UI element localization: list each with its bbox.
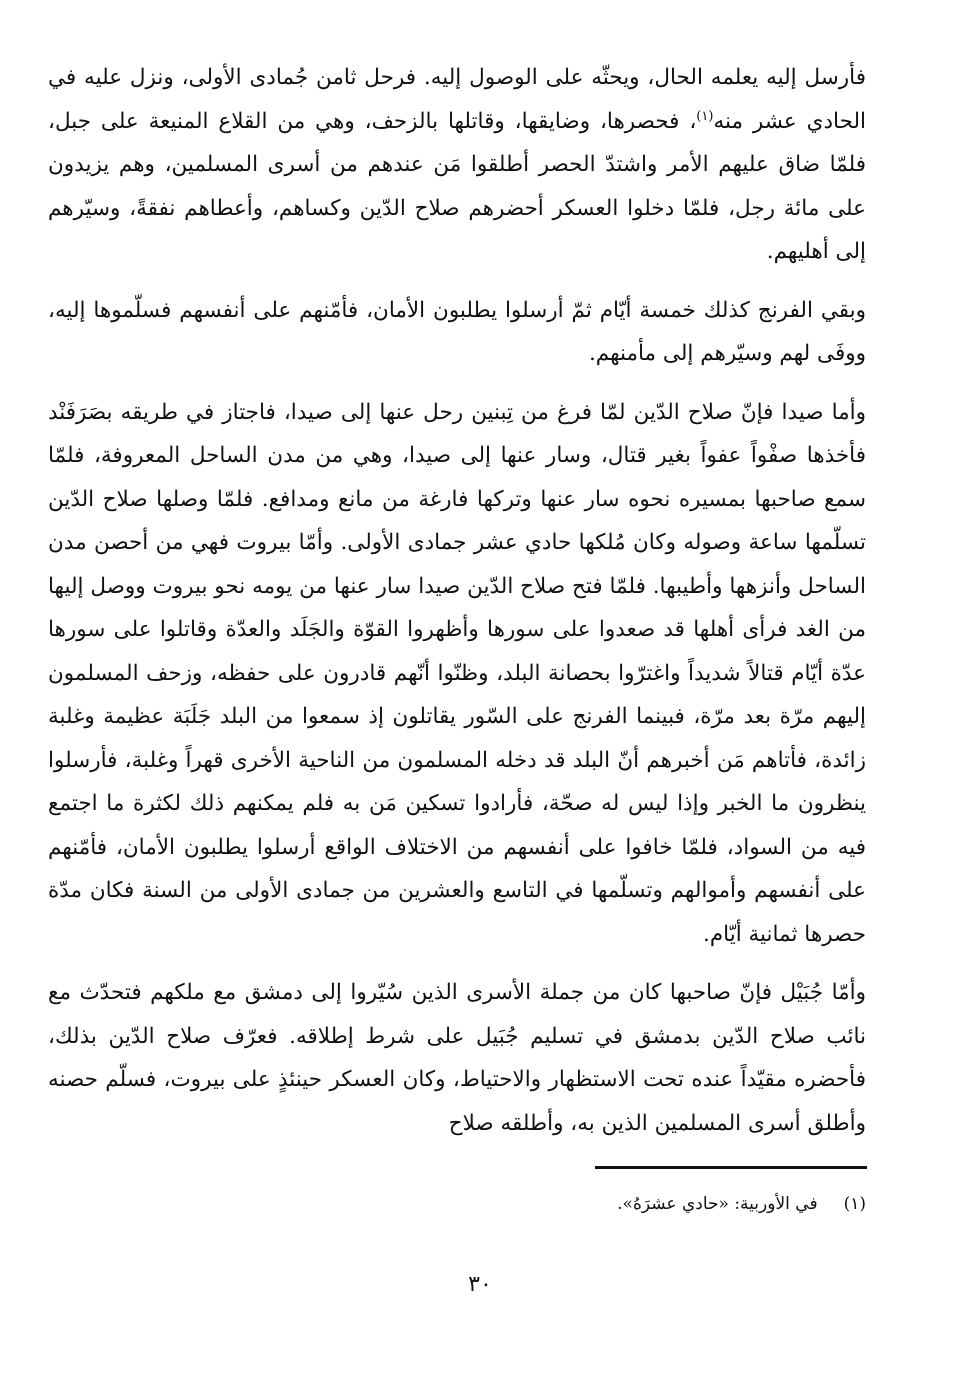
- paragraph-1-text-a: فأرسل إليه يعلمه الحال، ويحثّه على الوصول إليه. فرحل ثامن جُمادى الأولى، ونزل عليه في الحادي عشر منه: [48, 65, 866, 134]
- paragraph-1: [48, 56, 866, 274]
- footnote: [617, 1190, 866, 1218]
- footnote-number: (١): [843, 1194, 866, 1214]
- page-number: ٣٠: [468, 1272, 492, 1297]
- page-body: [48, 56, 866, 1145]
- paragraph-3: وأما صيدا فإنّ صلاح الدّين لمّا فرغ من تِبنين رحل عنها إلى صيدا، فاجتاز في طريقه بصَرَفَنْد فأخذها صفْواً عفواً بغير قتال، وسار عنها إلى صيدا، وهي من مدن الساحل المعروفة، فلمّا سمع صاحبها بمسيره نحوه سار عنها وتركها فارغة من مانع ومدافع. فلمّا وصلها صلاح الدّين تسلّمها ساعة وصوله وكان مُلكها حادي عشر جمادى الأولى. وأمّا بيروت فهي من أحصن مدن الساحل وأنزهها وأطيبها. فلمّا فتح صلاح الدّين صيدا سار عنها من يومه نحو بيروت ووصل إليها من الغد فرأى أهلها قد صعدوا على سورها وأظهروا القوّة والجَلَد والعدّة وقاتلوا على سورها عدّة أيّام قتالاً شديداً واغترّوا بحصانة البلد، وظنّوا أنّهم قادرون على حفظه، وزحف المسلمون إليهم مرّة بعد مرّة، فبينما الفرنج على السّور يقاتلون إذ سمعوا من البلد جَلَبَة عظيمة وغلبة زائدة، فأتاهم مَن أخبرهم أنّ البلد قد دخله المسلمون من الناحية الأخرى قهراً وغلبة، فأرسلوا ينظرون ما الخبر وإذا ليس له صحّة، فأرادوا تسكين مَن به فلم يمكنهم ذلك لكثرة ما اجتمع فيه من السواد، فلمّا خافوا على أنفسهم من الاختلاف الواقع أرسلوا يطلبون الأمان، فأمّنهم على أنفسهم وأموالهم وتسلّمها في التاسع والعشرين من جمادى الأولى من السنة فكان مدّة حصرها ثمانية أيّام.: [48, 399, 866, 947]
- footnote-text: في الأوربية: «حادي عشرَهُ».: [617, 1194, 818, 1214]
- paragraph-1-text-b: ، فحصرها، وضايقها، وقاتلها بالزحف، وهي من القلاع المنيعة على جبل، فلمّا ضاق عليهم الأمر واشتدّ الحصر أطلقوا مَن عندهم من أسرى المسلمين، وهم يزيدون على مائة رجل، فلمّا دخلوا العسكر أحضرهم صلاح الدّين وكساهم، وأعطاهم نفقةً، وسيّرهم إلى أهليهم.: [48, 108, 866, 264]
- paragraph-2: وبقي الفرنج كذلك خمسة أيّام ثمّ أرسلوا يطلبون الأمان، فأمّنهم على أنفسهم فسلّموها إليه، ووفَى لهم وسيّرهم إلى مأمنهم.: [48, 297, 866, 366]
- footnote-divider: [595, 1166, 867, 1169]
- footnote-reference: (١): [696, 108, 714, 124]
- paragraph-4: وأمّا جُبَيْل فإنّ صاحبها كان من جملة الأسرى الذين سُيّروا إلى دمشق مع ملكهم فتحدّث مع نائب صلاح الدّين بدمشق في تسليم جُبَيل على شرط إطلاقه. فعرّف صلاح الدّين بذلك، فأحضره مقيّداً عنده تحت الاستظهار والاحتياط، وكان العسكر حينئذٍ على بيروت، فسلّم حصنه وأطلق أسرى المسلمين الذين به، وأطلقه صلاح: [48, 980, 866, 1136]
